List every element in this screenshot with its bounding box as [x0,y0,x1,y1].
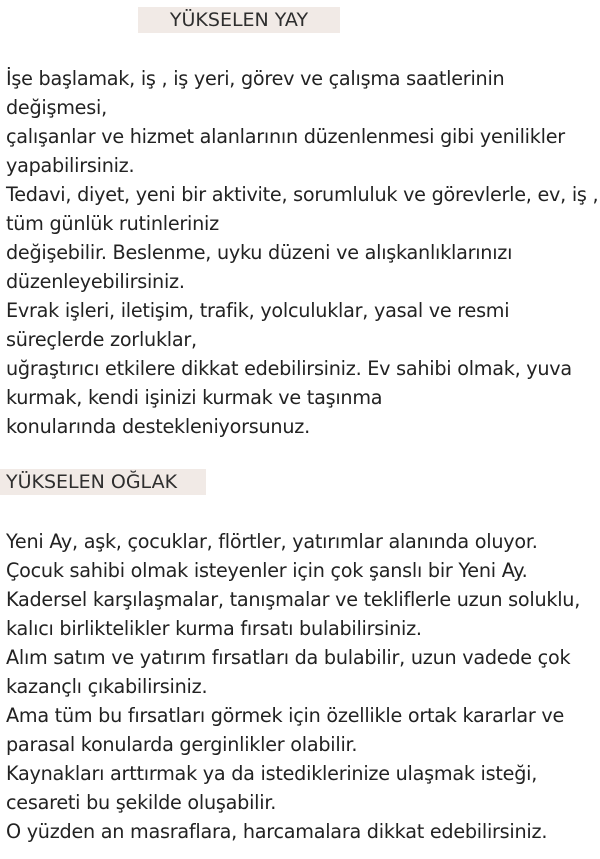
text-line: parasal konularda gerginlikler olabilir. [6,733,358,756]
section-body-yukselen-oglak [6,527,598,846]
text-line: kazançlı çıkabilirsiniz. [6,675,208,698]
text-line: Evrak işleri, iletişim, trafik, yolculuklar, yasal ve resmi [6,299,510,322]
text-line: kurmak, kendi işinizi kurmak ve taşınma [6,386,383,409]
text-line: değişebilir. Beslenme, uyku düzeni ve alışkanlıklarınızı [6,241,513,264]
text-line: çalışanlar ve hizmet alanlarının düzenlenmesi gibi yenilikler [6,125,565,148]
section-title-yukselen-oglak: YÜKSELEN OĞLAK [0,469,206,495]
section-title-yukselen-yay: YÜKSELEN YAY [138,7,340,33]
text-line: O yüzden an masraflara, harcamalara dikkat edebilirsiniz. [6,820,548,843]
text-line: süreçlerde zorluklar, [6,328,197,351]
text-line: İşe başlamak, iş , iş yeri, görev ve çalışma saatlerinin [6,67,505,90]
text-line: Çocuk sahibi olmak isteyenler için çok şanslı bir Yeni Ay. [6,559,528,582]
text-line: tüm günlük rutinleriniz [6,212,219,235]
text-line: Alım satım ve yatırım fırsatları da bulabilir, uzun vadede çok [6,646,571,669]
text-line: Kadersel karşılaşmalar, tanışmalar ve tekliflerle uzun soluklu, [6,588,581,611]
text-line: Yeni Ay, aşk, çocuklar, flörtler, yatırımlar alanında oluyor. [6,530,538,553]
text-line: cesareti bu şekilde oluşabilir. [6,791,277,814]
text-line: değişmesi, [6,96,107,119]
text-line: düzenleyebilirsiniz. [6,270,185,293]
text-line: Tedavi, diyet, yeni bir aktivite, sorumluluk ve görevlerle, ev, iş , [6,183,599,206]
text-line: Ama tüm bu fırsatları görmek için özellikle ortak kararlar ve [6,704,565,727]
text-line: kalıcı birliktelikler kurma fırsatı bulabilirsiniz. [6,617,422,640]
section-body-yukselen-yay [6,64,598,441]
text-line: Kaynakları arttırmak ya da istediklerinize ulaşmak isteği, [6,762,538,785]
text-line: yapabilirsiniz. [6,154,135,177]
text-line: konularında destekleniyorsunuz. [6,415,310,438]
text-line: uğraştırıcı etkilere dikkat edebilirsiniz. Ev sahibi olmak, yuva [6,357,572,380]
